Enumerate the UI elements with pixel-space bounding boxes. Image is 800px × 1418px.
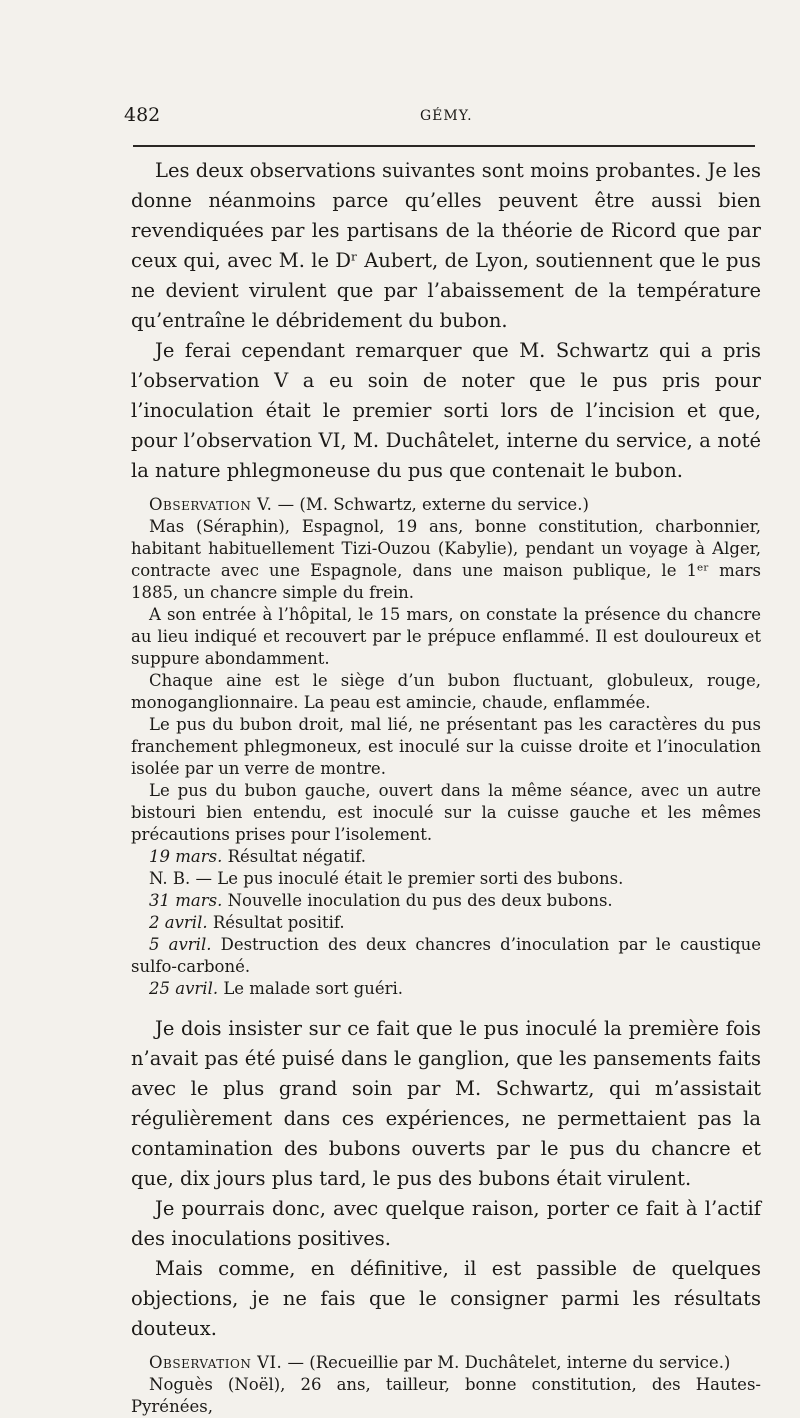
observation-paragraph: Le pus du bubon droit, mal lié, ne présentant pas les caractères du pus franchement phlegmoneux, est inoculé sur la cuisse droite et l’inoculation isolée par un verre de montre. <box>131 715 761 778</box>
page-body <box>131 156 761 1418</box>
observation-label: Observation V. <box>149 495 273 514</box>
paragraph: Je ferai cependant remarquer que M. Schwartz qui a pris l’observation V a eu soin de noter que le pus pris pour l’inoculation était le premier sorti lors de l’incision et que, pour l’observation VI, M. Duchâtelet, interne du service, a noté la nature phlegmoneuse du pus que contenait le bubon. <box>131 339 761 482</box>
page-header <box>124 104 760 134</box>
dated-entry: 19 mars. Résultat négatif. <box>149 847 366 866</box>
observation-paragraph: Chaque aine est le siège d’un bubon fluctuant, globuleux, rouge, monoganglionnaire. La peau est amincie, chaude, enflammée. <box>131 671 761 712</box>
paragraph: Mais comme, en définitive, il est passible de quelques objections, je ne fais que le consigner parmi les résultats douteux. <box>131 1257 761 1340</box>
observation-paragraph: Mas (Séraphin), Espagnol, 19 ans, bonne constitution, charbonnier, habitant habituellement Tizi-Ouzou (Kabylie), pendant un voyage à Alger, contracte avec une Espagnole, dans une maison publique, le 1ᵉʳ mars 1885, un chancre simple du frein. <box>131 517 761 602</box>
paragraph: Je pourrais donc, avec quelque raison, porter ce fait à l’actif des inoculations positives. <box>131 1197 761 1250</box>
observation-heading: Observation V. — (M. Schwartz, externe du service.) <box>149 495 589 514</box>
observation-heading: Observation VI. — (Recueillie par M. Duchâtelet, interne du service.) <box>149 1353 731 1372</box>
observation-paragraph: A son entrée à l’hôpital, le 15 mars, on constate la présence du chancre au lieu indiqué et recouvert par le prépuce enflammé. Il est douloureux et suppure abondamment. <box>131 605 761 668</box>
observation-paragraph: Noguès (Noël), 26 ans, tailleur, bonne constitution, des Hautes-Pyrénées, <box>131 1375 761 1416</box>
observation-label: Observation VI. <box>149 1353 283 1372</box>
paragraph: Je dois insister sur ce fait que le pus inoculé la première fois n’avait pas été puisé dans le ganglion, que les pansements faits avec le plus grand soin par M. Schwartz, qui m’assistait régulièrement dans ces expériences, ne permettaient pas la contamination des bubons ouverts par le pus du chancre et que, dix jours plus tard, le pus des bubons était virulent. <box>131 1017 761 1190</box>
page-number: 482 <box>124 104 161 126</box>
observation-paragraph: Le pus du bubon gauche, ouvert dans la même séance, avec un autre bistouri bien entendu, est inoculé sur la cuisse gauche et les mêmes précautions prises pour l’isolement. <box>131 781 761 844</box>
dated-entry: 2 avril. Résultat positif. <box>149 913 345 932</box>
paragraph: Les deux observations suivantes sont moins probantes. Je les donne néanmoins parce qu’elles peuvent être aussi bien revendiquées par les partisans de la théorie de Ricord que par ceux qui, avec M. le Dʳ Aubert, de Lyon, soutiennent que le pus ne devient virulent que par l’abaissement de la température qu’entraîne le débridement du bubon. <box>131 159 761 332</box>
dated-entry: 5 avril. Destruction des deux chancres d’inoculation par le caustique sulfo-carboné. <box>131 935 761 976</box>
running-head: GÉMY. <box>420 108 473 124</box>
dated-entry: 25 avril. Le malade sort guéri. <box>149 979 404 998</box>
header-rule <box>133 145 755 147</box>
note-entry: N. B. — Le pus inoculé était le premier sorti des bubons. <box>149 869 624 888</box>
dated-entry: 31 mars. Nouvelle inoculation du pus des deux bubons. <box>149 891 613 910</box>
